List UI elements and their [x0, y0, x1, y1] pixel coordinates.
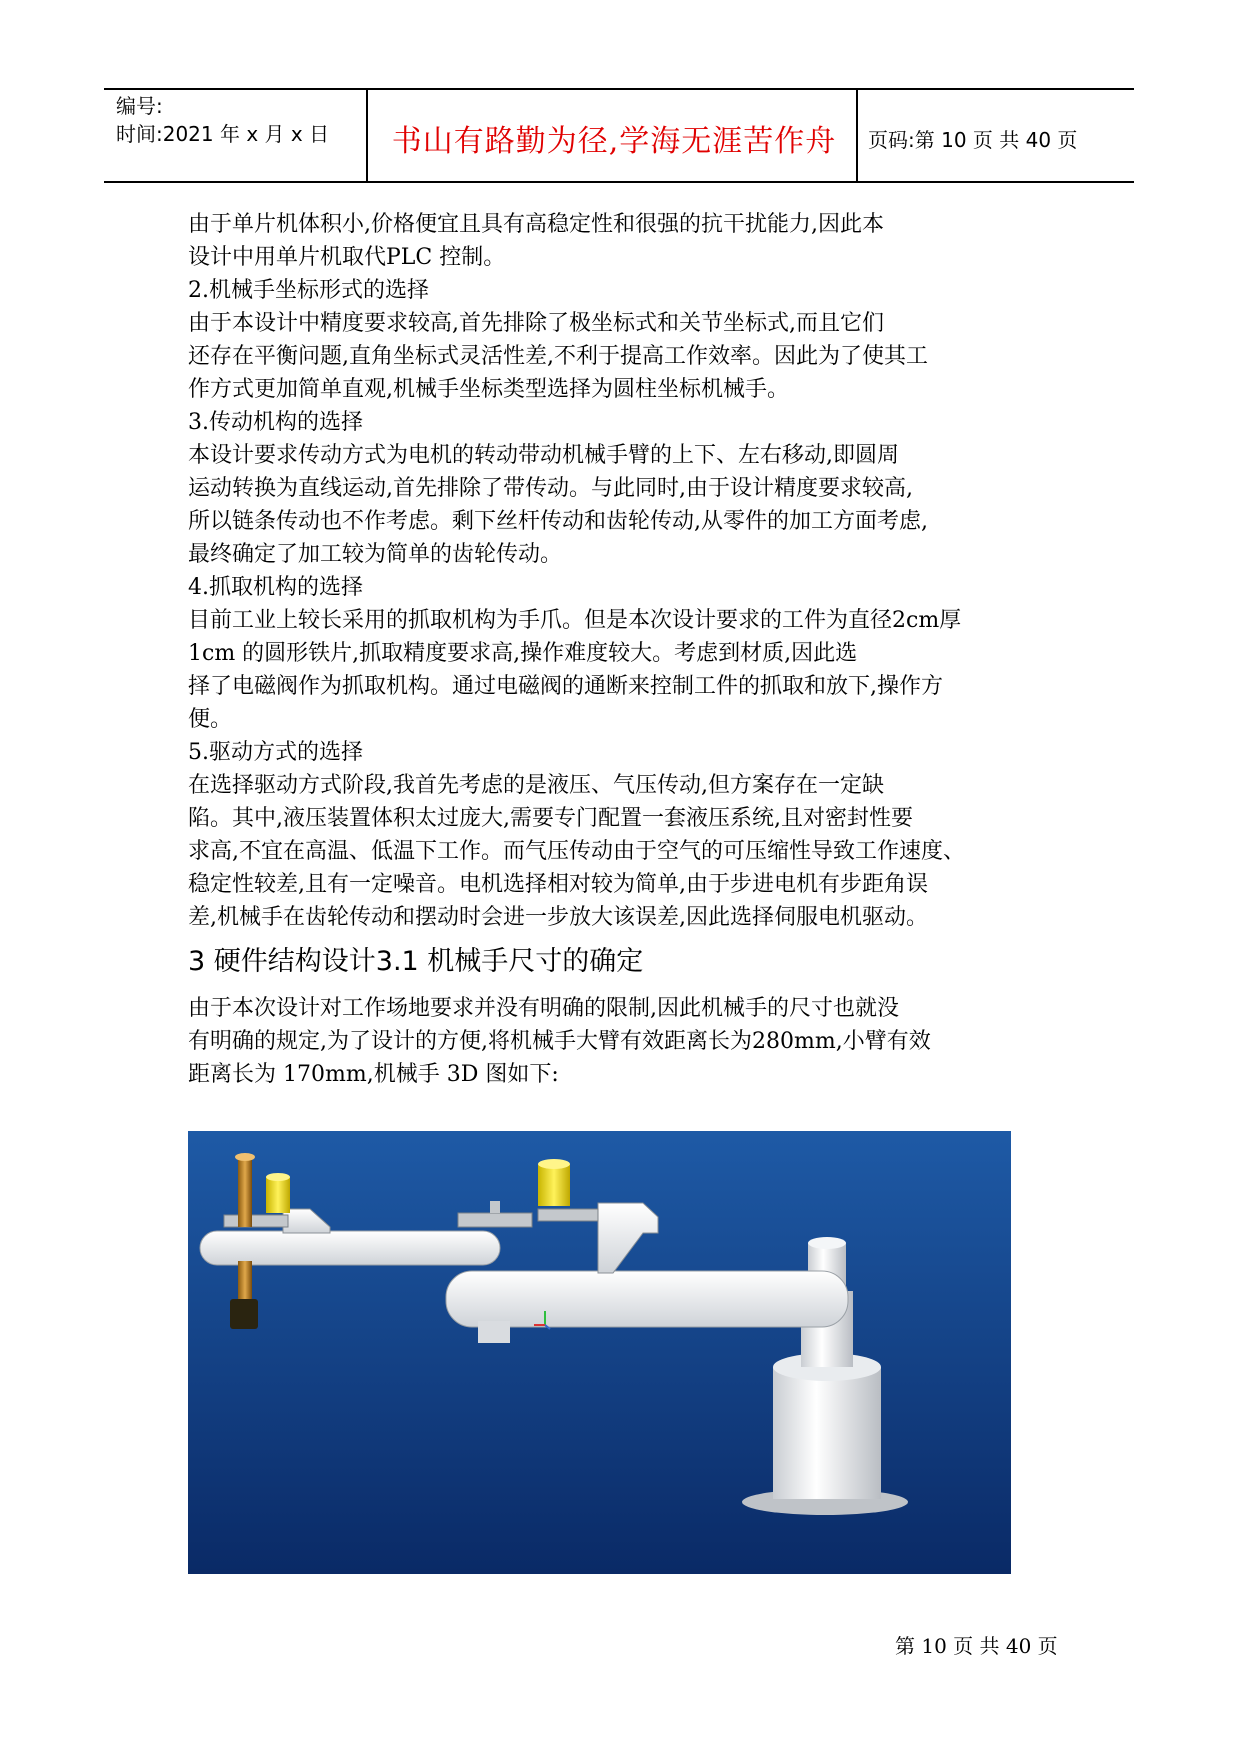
page-footer: 第 10 页 共 40 页: [895, 1634, 1058, 1658]
paragraph-line: 便。: [188, 707, 233, 732]
paragraph-line: 由于单片机体积小,价格便宜且具有高稳定性和很强的抗干扰能力,因此本: [188, 212, 884, 237]
paragraph-line: 稳定性较差,且有一定噪音。电机选择相对较为简单,由于步进电机有步距角误: [188, 872, 928, 897]
paragraph-line: 求高,不宜在高温、低温下工作。而气压传动由于空气的可压缩性导致工作速度、: [188, 839, 965, 864]
paragraph-line: 1cm 的圆形铁片,抓取精度要求高,操作难度较大。考虑到材质,因此选: [188, 641, 858, 666]
document-body: [188, 208, 1058, 1091]
paragraph-line: 设计中用单片机取代PLC 控制。: [188, 245, 506, 270]
header-left-block: [116, 92, 329, 148]
paragraph-line: 运动转换为直线运动,首先排除了带传动。与此同时,由于设计精度要求较高,: [188, 476, 913, 501]
robot-arm-3d-figure: [188, 1131, 1011, 1574]
paragraph-line: 有明确的规定,为了设计的方便,将机械手大臂有效距离长为280mm,小臂有效: [188, 1029, 931, 1054]
header-divider-left: [366, 88, 368, 183]
subsection-heading: 4.抓取机构的选择: [188, 575, 363, 600]
paragraph-line: 所以链条传动也不作考虑。剩下丝杆传动和齿轮传动,从零件的加工方面考虑,: [188, 509, 928, 534]
header-page-info: 页码:第 10 页 共 40 页: [868, 128, 1078, 152]
paragraph-line: 最终确定了加工较为简单的齿轮传动。: [188, 542, 563, 567]
page-header: [104, 88, 1134, 182]
paragraph-line: 由于本次设计对工作场地要求并没有明确的限制,因此机械手的尺寸也就没: [188, 996, 899, 1021]
header-top-rule: [104, 88, 1134, 90]
paragraph-line: 还存在平衡问题,直角坐标式灵活性差,不利于提高工作效率。因此为了使其工: [188, 344, 928, 369]
paragraph-line: 在选择驱动方式阶段,我首先考虑的是液压、气压传动,但方案存在一定缺: [188, 773, 884, 798]
document-date: 时间:2021 年 x 月 x 日: [116, 122, 330, 146]
section-heading: 3 硬件结构设计3.1 机械手尺寸的确定: [188, 946, 644, 977]
paragraph-line: 距离长为 170mm,机械手 3D 图如下:: [188, 1062, 559, 1087]
paragraph-line: 陷。其中,液压装置体积太过庞大,需要专门配置一套液压系统,且对密封性要: [188, 806, 913, 831]
subsection-heading: 3.传动机构的选择: [188, 410, 363, 435]
paragraph-line: 由于本设计中精度要求较高,首先排除了极坐标式和关节坐标式,而且它们: [188, 311, 884, 336]
subsection-heading: 2.机械手坐标形式的选择: [188, 278, 429, 303]
paragraph-line: 作方式更加简单直观,机械手坐标类型选择为圆柱坐标机械手。: [188, 377, 789, 402]
subsection-heading: 5.驱动方式的选择: [188, 740, 363, 765]
paragraph-line: 差,机械手在齿轮传动和摆动时会进一步放大该误差,因此选择伺服电机驱动。: [188, 905, 928, 930]
document-number-label: 编号:: [116, 94, 163, 118]
paragraph-line: 目前工业上较长采用的抓取机构为手爪。但是本次设计要求的工件为直径2cm厚: [188, 608, 962, 633]
header-motto: 书山有路勤为径,学海无涯苦作舟: [391, 124, 837, 159]
header-bottom-rule: [104, 181, 1134, 183]
paragraph-line: 本设计要求传动方式为电机的转动带动机械手臂的上下、左右移动,即圆周: [188, 443, 899, 468]
robot-arm-render: [188, 1131, 1011, 1574]
paragraph-line: 择了电磁阀作为抓取机构。通过电磁阀的通断来控制工件的抓取和放下,操作方: [188, 674, 943, 699]
